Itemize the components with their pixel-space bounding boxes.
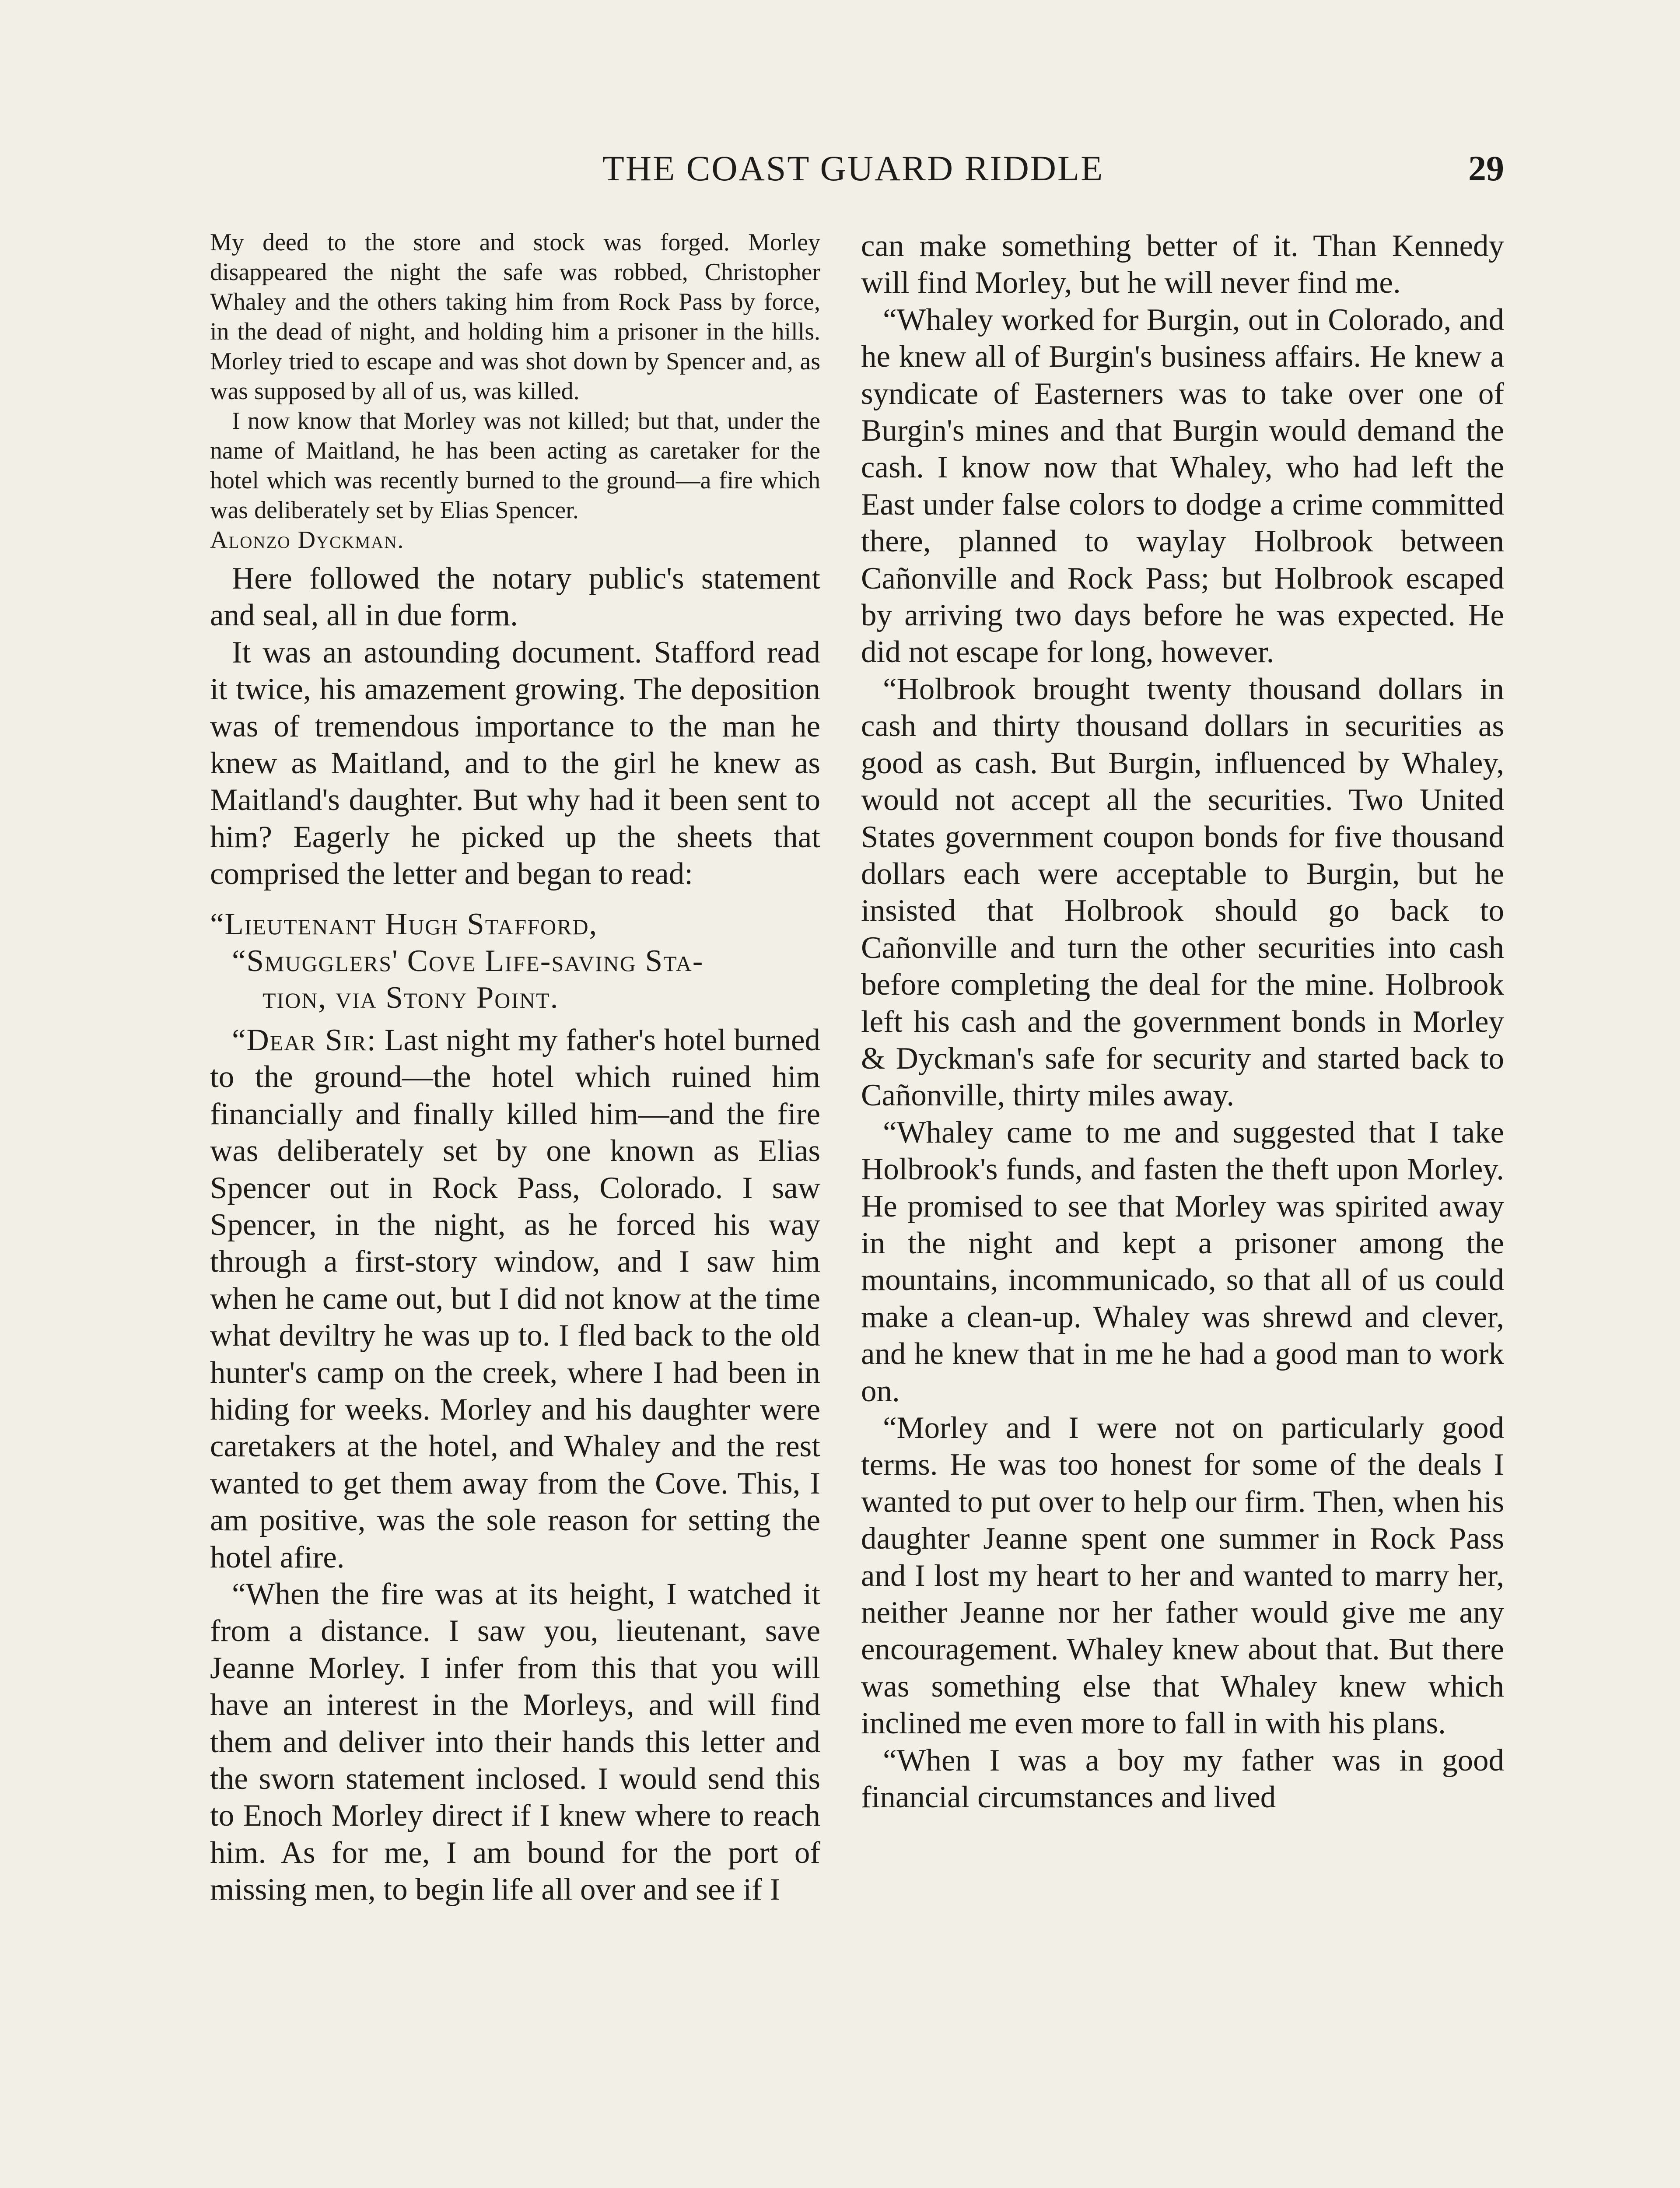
letter-text: Last night my father's hotel burned to the ground—the hotel which ruined him financially and finally killed him—and the fire was deliberately set by one known as Elias Spencer out in Rock Pass, Colorado. I saw Spencer, in the night, as he forced his way through a first-story window, and I saw him when he came out, but I did not know at the time what deviltry he was up to. I fled back to the old hunter's camp on the creek, where I had been in hiding for weeks. Morley and his daughter were caretakers at the hotel, and Whaley and the rest wanted to get them away from the Cove. This, I am positive, was the sole reason for setting the hotel afire. (210, 1023, 821, 1574)
body-paragraph: “Whaley came to me and suggested that I take Holbrook's funds, and fasten the theft upon Morley. He promised to see that Morley was spirited away in the night and kept a prisoner among the mountains, incommunicado, so that all of us could make a clean-up. Whaley was shrewd and clever, and he knew that in me he had a good man to work on. (861, 1115, 1504, 1408)
body-paragraph: can make something better of it. Than Kennedy will find Morley, but he will never find me. (861, 229, 1504, 300)
deposition-paragraph: My deed to the store and stock was forged. Morley disappeared the night the safe was robbed, Christopher Whaley and the others taking him from Rock Pass by force, in the dead of night, and holding him a prisoner in the hills. Morley tried to escape and was shot down by Spencer and, as was supposed by all of us, was killed. (210, 229, 820, 405)
letter-paragraph: “When the fire was at its height, I watched it from a distance. I saw you, lieutenant, save Jeanne Morley. I infer from this that you will have an interest in the Morleys, and will find them and deliver into their hands this letter and the sworn statement inclosed. I would send this to Enoch Morley direct if I knew where to reach him. As for me, I am bound for the port of missing men, to begin life all over and see if I (210, 1577, 820, 1907)
body-paragraph: “Holbrook brought twenty thousand dollars in cash and thirty thousand dollars in securities as good as cash. But Burgin, influenced by Whaley, would not accept all the securities. Two United States government coupon bonds for five thousand dollars each were acceptable to Burgin, but he insisted that Holbrook should go back to Cañonville and turn the other securities into cash before completing the deal for the mine. Holbrook left his cash and the government bonds in Morley & Dyckman's safe for security and started back to Cañonville, thirty miles away. (861, 672, 1504, 1113)
body-paragraph: “Whaley worked for Burgin, out in Colorado, and he knew all of Burgin's business affairs. He knew a syndicate of Easterners was to take over one of Burgin's mines and that Burgin would demand the cash. I know now that Whaley, who had left the East under false colors to dodge a crime committed there, planned to waylay Holbrook between Cañonville and Rock Pass; but Holbrook escaped by arriving two days before he was expected. He did not escape for long, however. (861, 302, 1504, 670)
body-paragraph: Here followed the notary public's statement and seal, all in due form. (210, 561, 820, 633)
letter-paragraph (210, 1022, 820, 1576)
letter-address-line: “Lieutenant Hugh Stafford, (210, 907, 598, 941)
body-paragraph: “When I was a boy my father was in good financial circumstances and lived (861, 1743, 1504, 1815)
left-column (210, 228, 820, 1908)
deposition-signature: Alonzo Dyckman. (210, 526, 405, 554)
body-paragraph: “Morley and I were not on particularly good terms. He was too honest for some of the deals I wanted to put over to help our firm. Then, when his daughter Jeanne spent one summer in Rock Pass and I lost my heart to her and wanted to marry her, neither Jeanne nor her father would give me any encouragement. Whaley knew about that. But there was something else that Whaley knew which inclined me even more to fall in with his plans. (861, 1411, 1504, 1741)
letter-salutation: “Dear Sir: (232, 1023, 377, 1057)
right-column (861, 228, 1504, 1816)
running-title: THE COAST GUARD RIDDLE (602, 148, 1104, 188)
deposition-paragraph: I now know that Morley was not killed; but that, under the name of Maitland, he has been acting as caretaker for the hotel which was recently burned to the ground—a fire which was deliberately set by Elias Spencer. (210, 407, 820, 524)
body-paragraph: It was an astounding document. Stafford read it twice, his amazement growing. The deposition was of tremendous importance to the man he knew as Maitland, and to the girl he knew as Maitland's daughter. But why had it been sent to him? Eagerly he picked up the sheets that comprised the letter and began to read: (210, 635, 820, 891)
page-number: 29 (1468, 148, 1504, 188)
letter-address-line: tion, via Stony Point. (262, 981, 559, 1015)
page-header (0, 148, 1680, 196)
letter-address-line: “Smugglers' Cove Life-saving Sta- (232, 944, 704, 978)
